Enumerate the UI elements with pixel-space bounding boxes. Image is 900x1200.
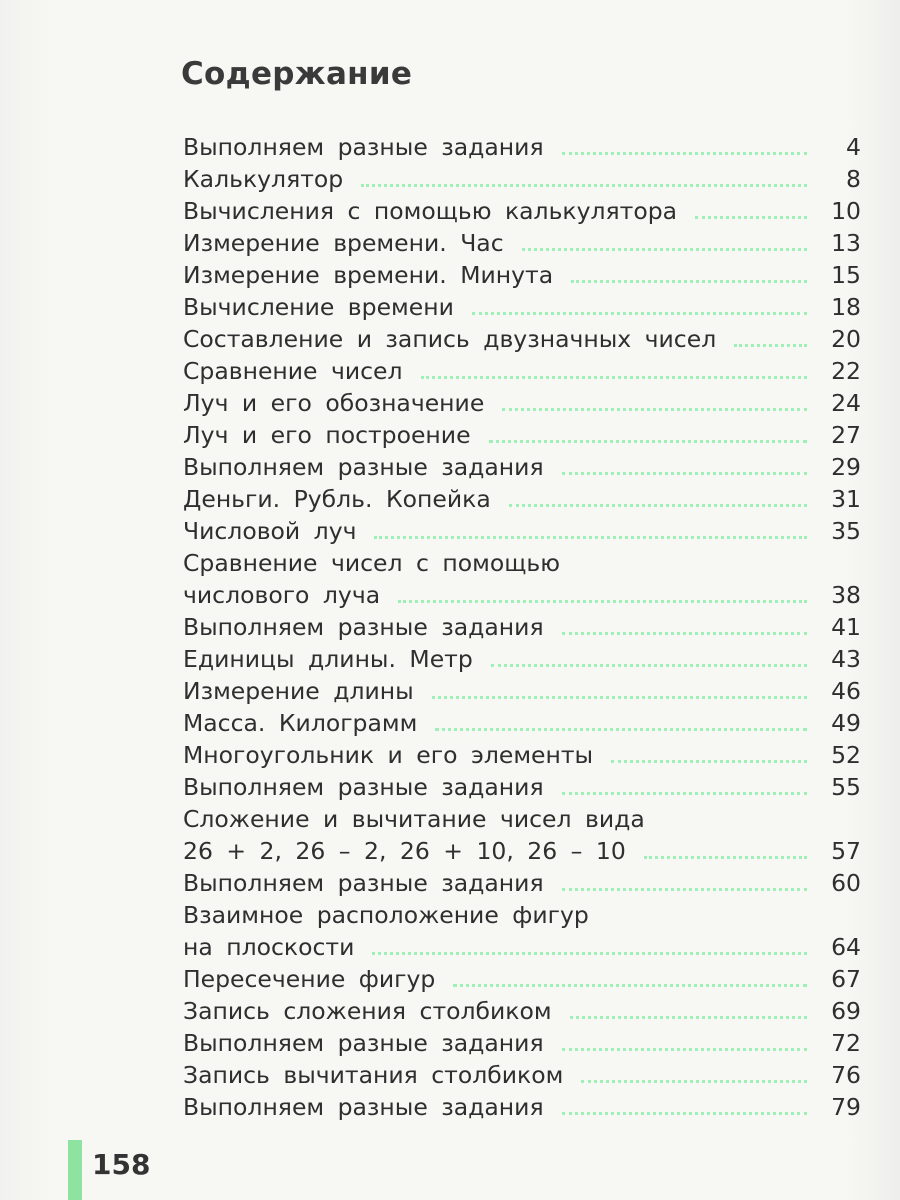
toc-entry-title: Измерение времени. Минута (183, 261, 554, 289)
toc-entry-row (183, 675, 861, 707)
toc-entry (183, 707, 861, 739)
toc-entry-page: 20 (831, 325, 861, 353)
toc-entry-row (183, 419, 861, 451)
toc-entry-page: 38 (831, 581, 861, 609)
toc-entry-title: Выполняем разные задания (183, 1093, 544, 1121)
toc-entry-row (183, 963, 861, 995)
toc-entry-row (183, 707, 861, 739)
toc-entry-title: Измерение длины (183, 677, 414, 705)
toc-entry-page: 29 (831, 453, 861, 481)
toc-entry-continuation (183, 899, 861, 931)
toc-entry (183, 195, 861, 227)
toc-entry (183, 355, 861, 387)
toc-entry (183, 739, 861, 771)
toc-entry-page: 57 (831, 837, 861, 865)
toc-entry-page: 55 (831, 773, 861, 801)
toc-entry-title: Сложение и вычитание чисел вида (183, 805, 645, 833)
toc-entry-page: 46 (831, 677, 861, 705)
toc-entry (183, 547, 861, 611)
toc-entry-page: 79 (831, 1093, 861, 1121)
toc-entry (183, 515, 861, 547)
toc-entry-title: Выполняем разные задания (183, 133, 544, 161)
toc-entry-page: 10 (831, 197, 861, 225)
dot-leader (421, 376, 807, 379)
toc-entry-row (183, 867, 861, 899)
toc-entry (183, 451, 861, 483)
toc-entry-row (183, 387, 861, 419)
toc-entry-row (183, 611, 861, 643)
dot-leader (562, 1048, 807, 1051)
dot-leader (398, 600, 807, 603)
toc-entry-title: Луч и его построение (183, 421, 471, 449)
toc-entry-page: 35 (831, 517, 861, 545)
toc-entry-title: Запись сложения столбиком (183, 997, 552, 1025)
toc-entry-row (183, 643, 861, 675)
toc-entry-title: Выполняем разные задания (183, 869, 544, 897)
toc-entry-row (183, 291, 861, 323)
dot-leader (562, 888, 807, 891)
toc-entry-row (183, 835, 861, 867)
toc-entry-title: Калькулятор (183, 165, 344, 193)
toc-entry-page: 4 (846, 133, 861, 161)
toc-entry-continuation (183, 547, 861, 579)
toc-entry (183, 771, 861, 803)
toc-entry-title: Многоугольник и его элементы (183, 741, 594, 769)
toc-entry (183, 387, 861, 419)
toc-entry-row (183, 195, 861, 227)
toc-entry-row (183, 515, 861, 547)
toc-entry (183, 419, 861, 451)
dot-leader (472, 312, 807, 315)
toc-entry-title: Сравнение чисел с помощью (183, 549, 560, 577)
toc-entry-page: 64 (831, 933, 861, 961)
toc-entry-title: Выполняем разные задания (183, 453, 544, 481)
toc-entry (183, 1059, 861, 1091)
accent-bar (68, 1140, 82, 1200)
toc-entry (183, 259, 861, 291)
toc-entry (183, 1027, 861, 1059)
toc-entry-title: Вычисление времени (183, 293, 454, 321)
dot-leader (562, 792, 807, 795)
toc-entry (183, 803, 861, 867)
toc-entry (183, 483, 861, 515)
toc-entry-page: 69 (831, 997, 861, 1025)
dot-leader (644, 856, 807, 859)
toc-entry-row (183, 771, 861, 803)
toc-entry-title: 26 + 2, 26 – 2, 26 + 10, 26 – 10 (183, 837, 626, 865)
toc-entry-page: 49 (831, 709, 861, 737)
toc-entry-page: 31 (831, 485, 861, 513)
toc-entry (183, 995, 861, 1027)
dot-leader (571, 280, 807, 283)
toc-entry-row (183, 739, 861, 771)
toc-entry-title: Выполняем разные задания (183, 1029, 544, 1057)
toc-entry-page: 27 (831, 421, 861, 449)
toc-entry-title: Составление и запись двузначных чисел (183, 325, 717, 353)
toc-entry (183, 675, 861, 707)
dot-leader (502, 408, 807, 411)
toc-entry-page: 67 (831, 965, 861, 993)
dot-leader (611, 760, 807, 763)
dot-leader (372, 952, 807, 955)
dot-leader (562, 1112, 807, 1115)
toc-entry (183, 963, 861, 995)
toc-entry-row (183, 323, 861, 355)
toc-entry-row (183, 931, 861, 963)
toc-entry-row (183, 483, 861, 515)
toc-entry-page: 60 (831, 869, 861, 897)
toc-entry-page: 41 (831, 613, 861, 641)
toc-entry (183, 1091, 861, 1123)
toc-entry-title: Луч и его обозначение (183, 389, 485, 417)
toc-entry-row (183, 1027, 861, 1059)
toc-entry-row (183, 451, 861, 483)
toc-entry-title: Пересечение фигур (183, 965, 436, 993)
toc-entry-title: Сравнение чисел (183, 357, 403, 385)
dot-leader (734, 344, 807, 347)
toc-entry-row (183, 131, 861, 163)
toc-entry (183, 291, 861, 323)
toc-entry (183, 867, 861, 899)
toc-entry-page: 15 (831, 261, 861, 289)
toc-entry (183, 611, 861, 643)
dot-leader (581, 1080, 807, 1083)
toc-entry-title: Взаимное расположение фигур (183, 901, 589, 929)
dot-leader (453, 984, 807, 987)
dot-leader (562, 472, 807, 475)
toc-entry-row (183, 1059, 861, 1091)
dot-leader (570, 1016, 807, 1019)
dot-leader (491, 664, 807, 667)
toc-entry-title: Единицы длины. Метр (183, 645, 473, 673)
toc-entry-title: Измерение времени. Час (183, 229, 504, 257)
toc-entry-row (183, 227, 861, 259)
dot-leader (522, 248, 807, 251)
toc-entry-page: 24 (831, 389, 861, 417)
page-number: 158 (92, 1148, 151, 1181)
toc-entry-page: 22 (831, 357, 861, 385)
toc-entry-title: Вычисления с помощью калькулятора (183, 197, 678, 225)
toc-entry (183, 323, 861, 355)
toc-entry-row (183, 1091, 861, 1123)
dot-leader (489, 440, 807, 443)
table-of-contents (183, 131, 861, 1123)
toc-entry-page: 18 (831, 293, 861, 321)
dot-leader (435, 728, 807, 731)
toc-entry-title: Запись вычитания столбиком (183, 1061, 564, 1089)
dot-leader (562, 632, 807, 635)
toc-entry (183, 643, 861, 675)
toc-entry-page: 8 (846, 165, 861, 193)
toc-entry-row (183, 163, 861, 195)
toc-entry-title: числового луча (183, 581, 381, 609)
toc-entry-page: 52 (831, 741, 861, 769)
dot-leader (509, 504, 807, 507)
toc-entry (183, 163, 861, 195)
toc-entry (183, 227, 861, 259)
toc-entry-page: 13 (831, 229, 861, 257)
toc-entry-row (183, 995, 861, 1027)
toc-entry-title: Деньги. Рубль. Копейка (183, 485, 491, 513)
toc-entry-page: 72 (831, 1029, 861, 1057)
dot-leader (374, 536, 807, 539)
toc-entry-title: Выполняем разные задания (183, 773, 544, 801)
toc-entry-title: на плоскости (183, 933, 355, 961)
toc-entry-title: Числовой луч (183, 517, 357, 545)
toc-entry-page: 43 (831, 645, 861, 673)
toc-entry-row (183, 579, 861, 611)
toc-entry-row (183, 355, 861, 387)
page-footer (68, 1140, 188, 1190)
toc-entry-title: Выполняем разные задания (183, 613, 544, 641)
toc-entry (183, 131, 861, 163)
page-title: Содержание (181, 56, 413, 92)
dot-leader (562, 152, 807, 155)
dot-leader (361, 184, 807, 187)
toc-entry-title: Масса. Килограмм (183, 709, 418, 737)
toc-entry-continuation (183, 803, 861, 835)
toc-entry-page: 76 (831, 1061, 861, 1089)
dot-leader (432, 696, 807, 699)
dot-leader (695, 216, 807, 219)
toc-entry-row (183, 259, 861, 291)
toc-entry (183, 899, 861, 963)
